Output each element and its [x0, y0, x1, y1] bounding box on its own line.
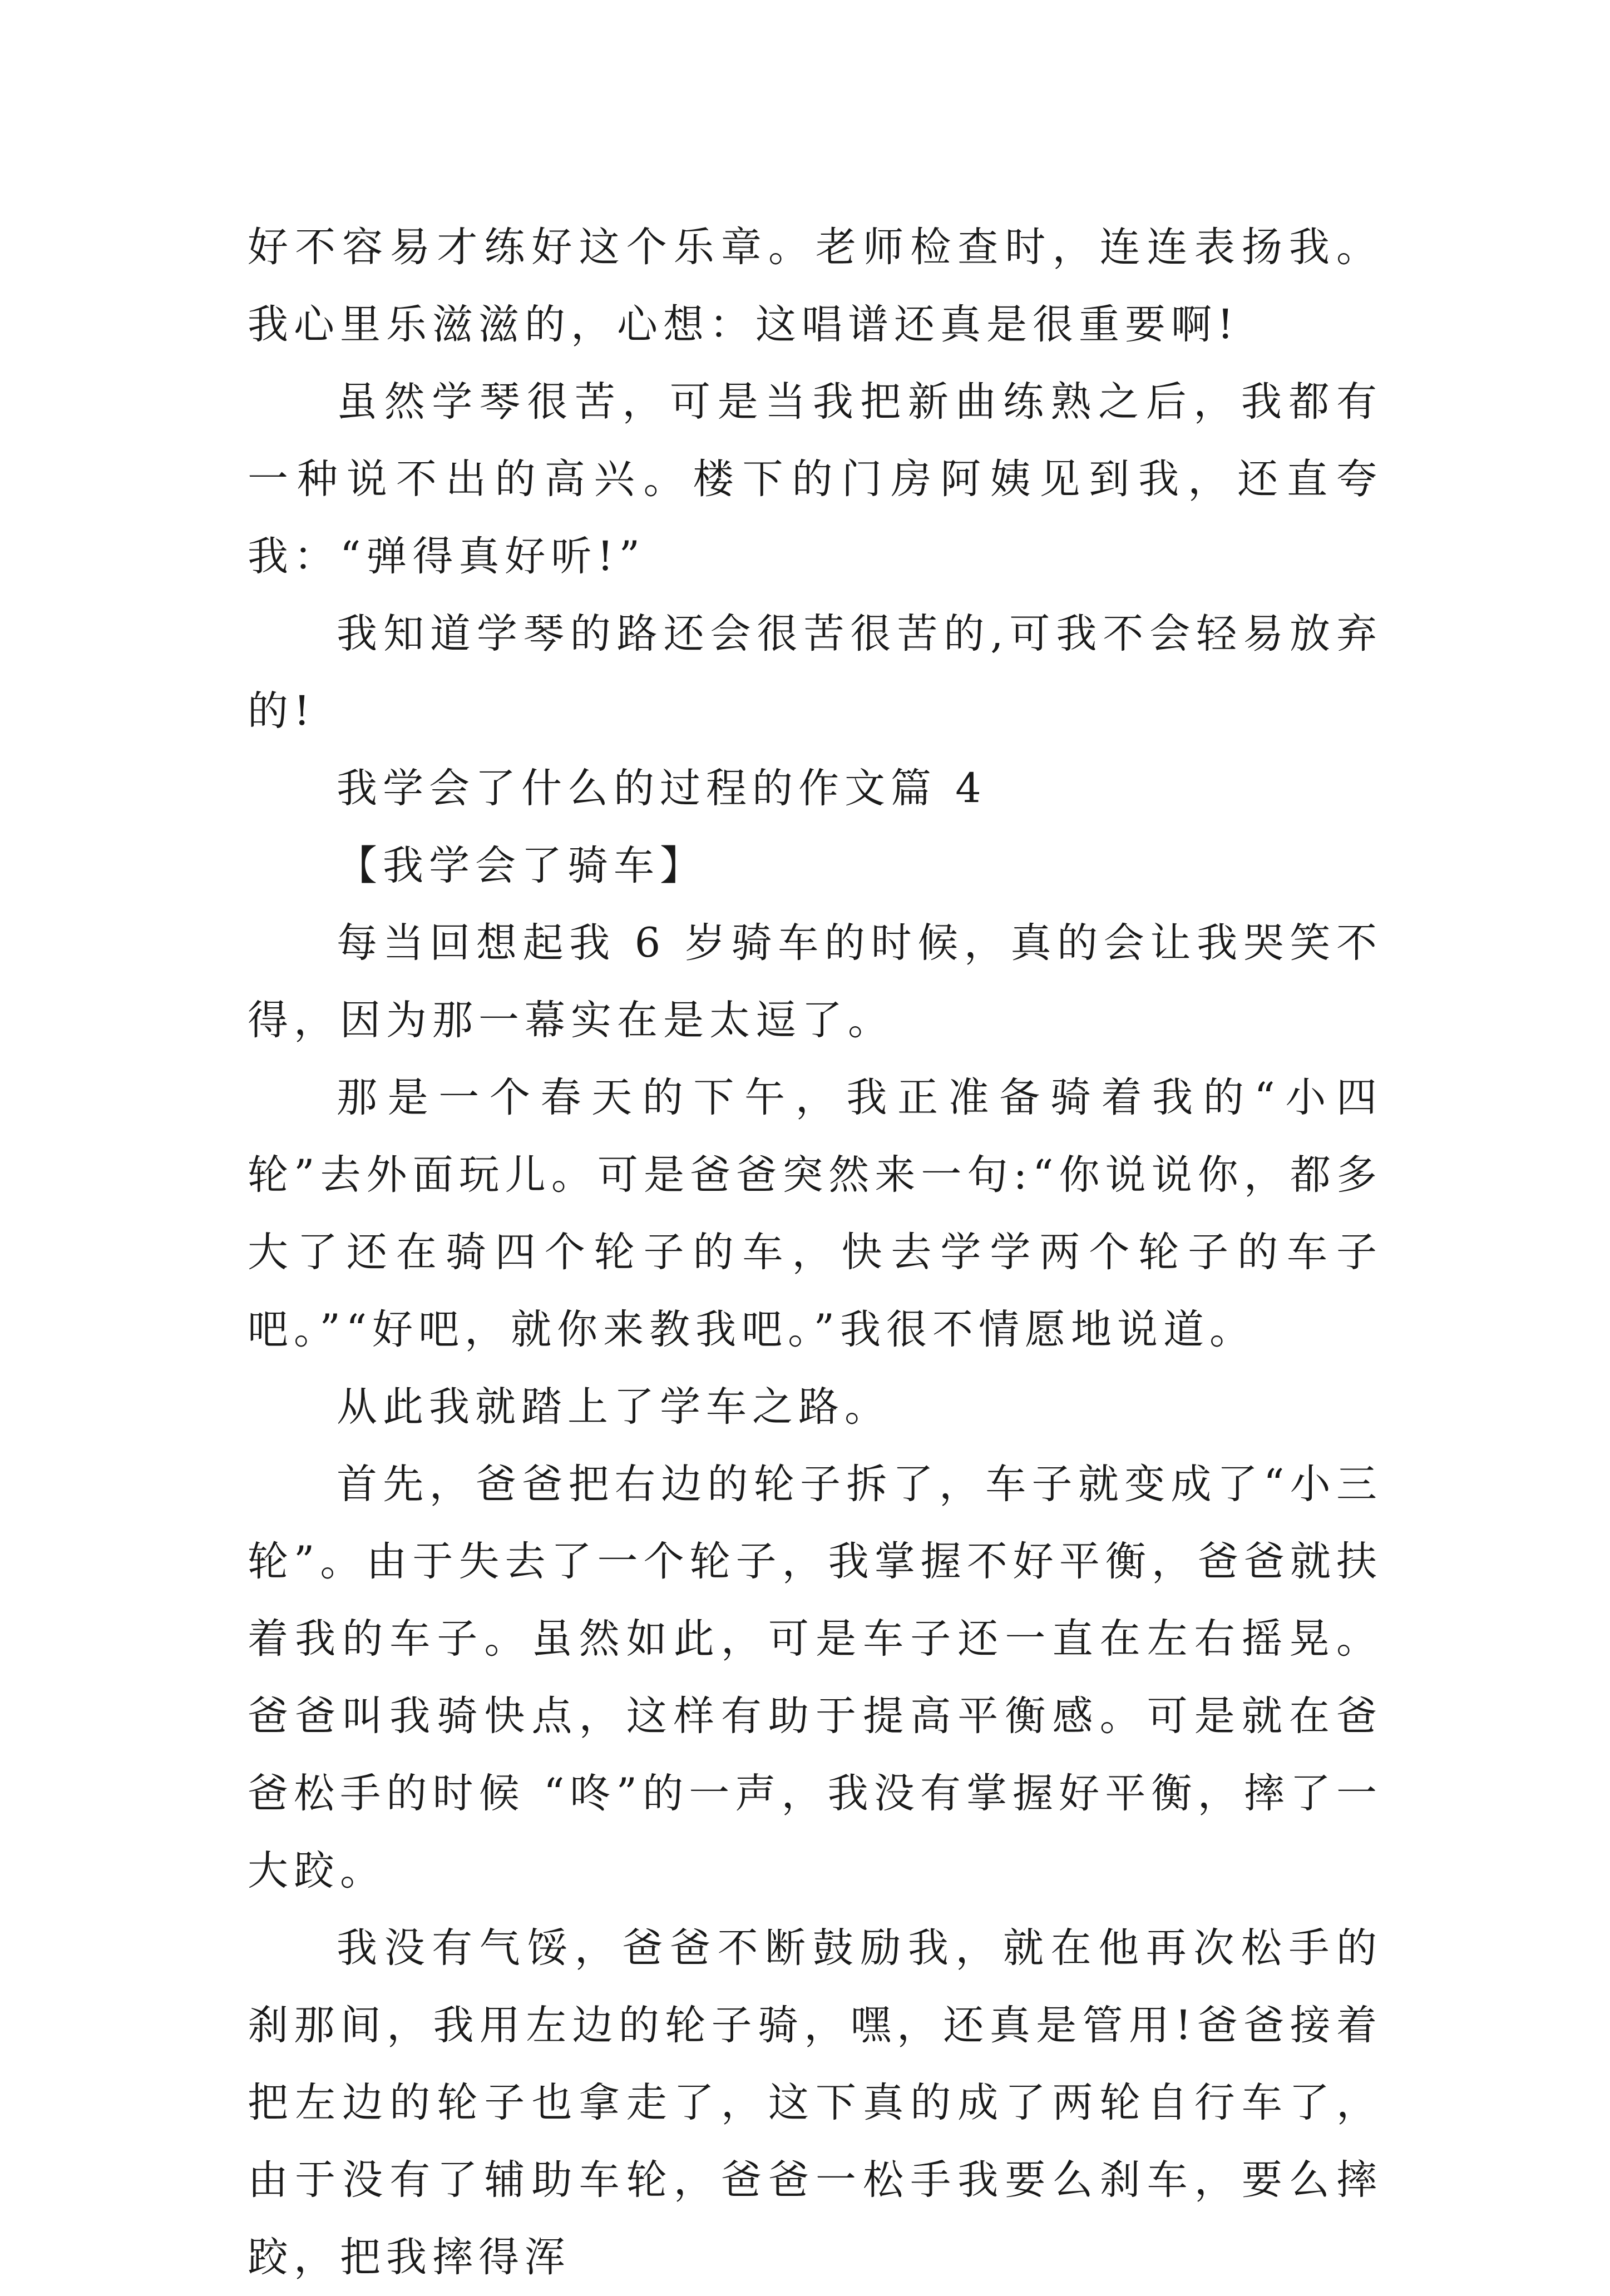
paragraph: 首先，爸爸把右边的轮子拆了，车子就变成了“小三轮”。由于失去了一个轮子，我掌握不好平衡，爸爸就扶着我的车子。虽然如此，可是车子还一直在左右摇晃。爸爸叫我骑快点，这样有助于提高平衡感。可是就在爸爸松手的时候 “咚”的一声，我没有掌握好平衡，摔了一大跤。 [248, 1461, 1382, 1894]
paragraph: 每当回想起我 6 岁骑车的时候，真的会让我哭笑不得，因为那一幕实在是太逗了。 [248, 919, 1382, 1044]
paragraph-continued: 好不容易才练好这个乐章。老师检查时，连连表扬我。我心里乐滋滋的，心想：这唱谱还真是很重要啊! [248, 224, 1382, 348]
essay-title: 【我学会了骑车】 [337, 842, 706, 889]
essay-body [248, 209, 1382, 2296]
paragraph: 那是一个春天的下午，我正准备骑着我的“小四轮”去外面玩儿。可是爸爸突然来一句:“你说说你，都多大了还在骑四个轮子的车，快去学学两个轮子的车子吧。”“好吧，就你来教我吧。”我很不情愿地说道。 [248, 1074, 1382, 1353]
paragraph: 从此我就踏上了学车之路。 [337, 1383, 891, 1431]
section-title: 我学会了什么的过程的作文篇 4 [337, 765, 987, 812]
paragraph: 虽然学琴很苦，可是当我把新曲练熟之后，我都有一种说不出的高兴。楼下的门房阿姨见到我，还直夸我：“弹得真好听!” [248, 378, 1382, 580]
paragraph: 我知道学琴的路还会很苦很苦的,可我不会轻易放弃的! [248, 610, 1382, 735]
paragraph: 我没有气馁，爸爸不断鼓励我，就在他再次松手的刹那间，我用左边的轮子骑，嘿，还真是管用!爸爸接着把左边的轮子也拿走了，这下真的成了两轮自行车了，由于没有了辅助车轮，爸爸一松手我要么刹车，要么摔跤，把我摔得浑 [248, 1924, 1382, 2281]
